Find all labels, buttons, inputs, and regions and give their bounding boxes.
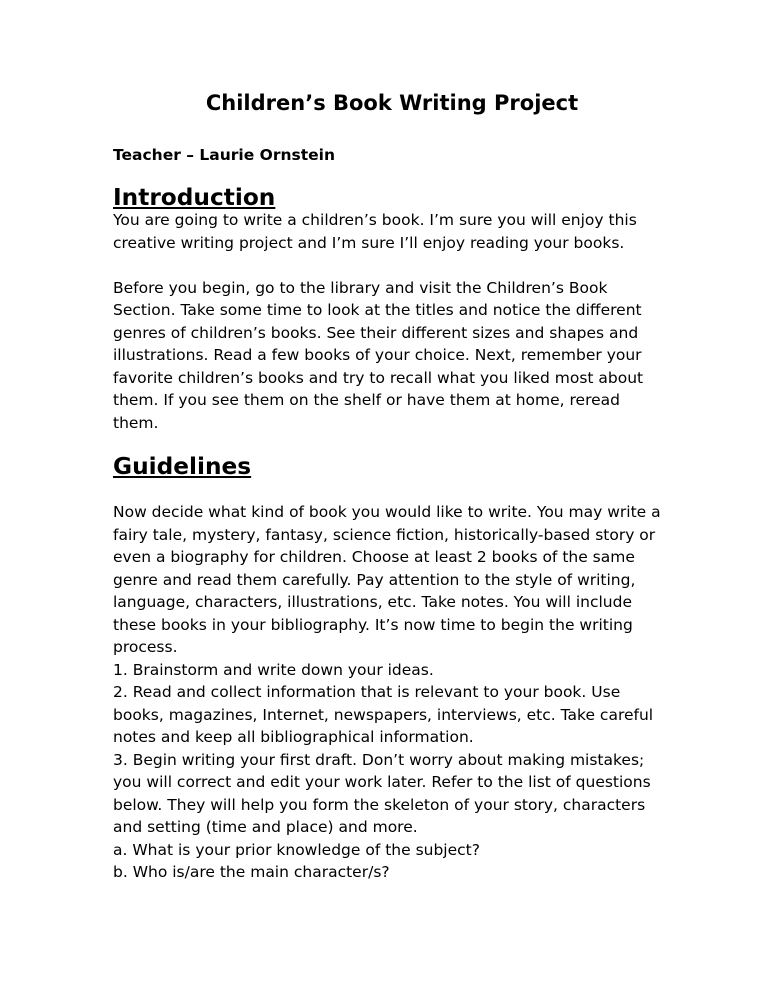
question-item: a. What is your prior knowledge of the subject? bbox=[113, 840, 480, 859]
teacher-line: Teacher – Laurie Ornstein bbox=[113, 146, 335, 164]
step-item: 1. Brainstorm and write down your ideas. bbox=[113, 660, 434, 679]
question-item: b. Who is/are the main character/s? bbox=[113, 863, 390, 881]
introduction-heading: Introduction bbox=[113, 183, 276, 211]
questions-list bbox=[113, 839, 663, 884]
steps-list bbox=[113, 659, 663, 839]
document-title: Children’s Book Writing Project bbox=[205, 91, 579, 115]
guidelines-paragraph: Now decide what kind of book you would like to write. You may write a fairy tale, mystery, fantasy, science fiction, historically-based story or even a biography for children. Choose at least 2 books of the same genre and read them carefully. Pay attention to the style of writing, language, characters, illustrations, etc. Take notes. You will include these books in your bibliography. It’s now time to begin the writing process. bbox=[113, 503, 661, 656]
step-item: 2. Read and collect information that is relevant to your book. Use books, magazines, Internet, newspapers, interviews, etc. Take careful notes and keep all bibliographical information. bbox=[113, 683, 654, 746]
document-page bbox=[113, 88, 663, 884]
guidelines-heading: Guidelines bbox=[113, 453, 252, 480]
introduction-paragraph-2: Before you begin, go to the library and visit the Children’s Book Section. Take some time to look at the titles and notice the different genres of children’s books. See their different sizes and shapes and illustrations. Read a few books of your choice. Next, remember your favorite children’s books and try to recall what you liked most about them. If you see them on the shelf or have them at home, reread them. bbox=[113, 278, 644, 432]
step-item: 3. Begin writing your first draft. Don’t worry about making mistakes; you will correct and edit your work later. Refer to the list of questions below. They will help you form the skeleton of your story, characters and setting (time and place) and more. bbox=[113, 750, 651, 836]
introduction-paragraph-1: You are going to write a children’s book. I’m sure you will enjoy this creative writing project and I’m sure I’ll enjoy reading your books. bbox=[113, 211, 637, 252]
